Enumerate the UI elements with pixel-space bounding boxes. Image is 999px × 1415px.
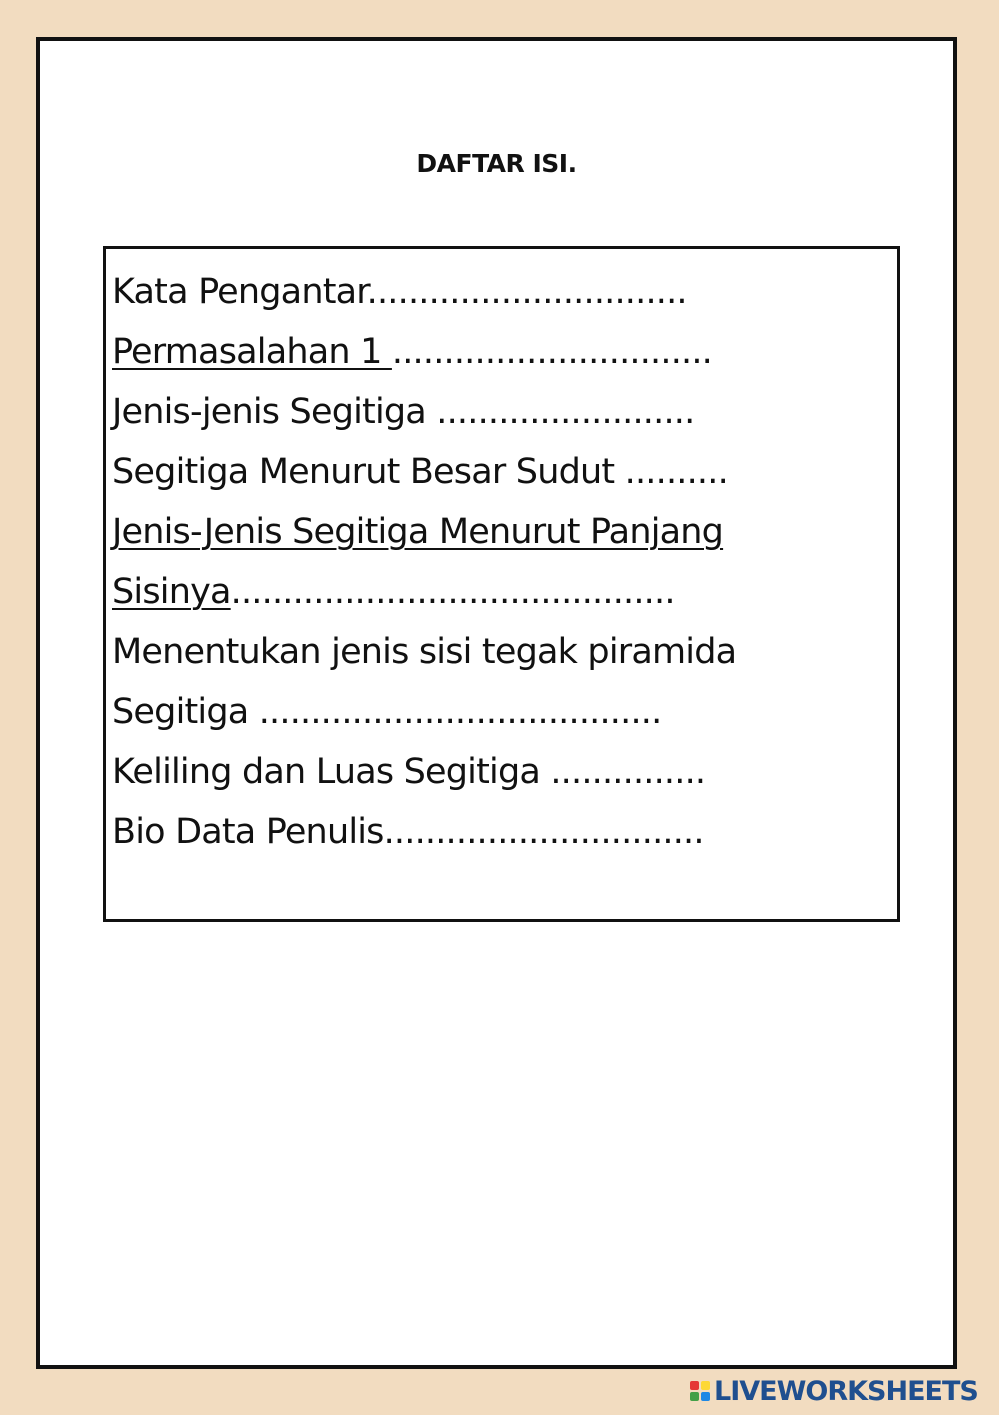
logo-square-icon <box>701 1392 710 1401</box>
logo-square-icon <box>690 1392 699 1401</box>
toc-entry-leader: ............... <box>550 752 706 792</box>
liveworksheets-logo <box>690 1376 978 1406</box>
toc-entry-leader: .......... <box>624 452 728 492</box>
toc-entry-label: Menentukan jenis sisi tegak piramida <box>112 632 737 672</box>
toc-entry-leader: ............................... <box>366 272 687 312</box>
toc-entry-segitiga-menurut-besar-sudut <box>112 442 728 502</box>
toc-entry-keliling-dan-luas <box>112 742 705 802</box>
toc-entry-leader: ........................................... <box>230 572 675 612</box>
worksheet-page <box>36 37 957 1369</box>
toc-entry-label: Permasalahan 1 <box>112 332 392 372</box>
table-of-contents-box <box>103 246 900 922</box>
toc-entry-label: Kata Pengantar <box>112 272 367 312</box>
toc-entry-label: Segitiga <box>112 692 259 732</box>
toc-entry-menurut-panjang-sisi-line-2 <box>112 562 675 622</box>
toc-entry-jenis-jenis-segitiga <box>112 382 694 442</box>
page-title: DAFTAR ISI. <box>416 149 577 178</box>
logo-square-icon <box>701 1381 710 1390</box>
toc-entry-label: Segitiga Menurut Besar Sudut <box>112 452 625 492</box>
toc-entry-label: Jenis-jenis Segitiga <box>112 392 437 432</box>
toc-entry-leader: ....................................... <box>258 692 662 732</box>
toc-entry-leader: ............................... <box>391 332 712 372</box>
toc-entry-leader: ............................... <box>383 812 704 852</box>
toc-entry-bio-data-penulis <box>112 802 704 862</box>
toc-entry-leader: ......................... <box>436 392 695 432</box>
toc-entry-label: Sisinya <box>112 572 231 612</box>
toc-entry-label: Keliling dan Luas Segitiga <box>112 752 551 792</box>
toc-entry-label: Bio Data Penulis <box>112 812 384 852</box>
toc-entry-permasalahan-1 <box>112 322 712 382</box>
liveworksheets-logo-text: LIVEWORKSHEETS <box>714 1375 978 1407</box>
toc-entry-piramida-line-1 <box>112 622 736 682</box>
toc-entry-piramida-line-2 <box>112 682 661 742</box>
toc-entry-kata-pengantar <box>112 262 687 322</box>
toc-entry-label: Jenis-Jenis Segitiga Menurut Panjang <box>112 512 724 552</box>
logo-square-icon <box>690 1381 699 1390</box>
toc-entry-menurut-panjang-sisi-line-1 <box>112 502 723 562</box>
liveworksheets-logo-icon <box>690 1381 710 1401</box>
